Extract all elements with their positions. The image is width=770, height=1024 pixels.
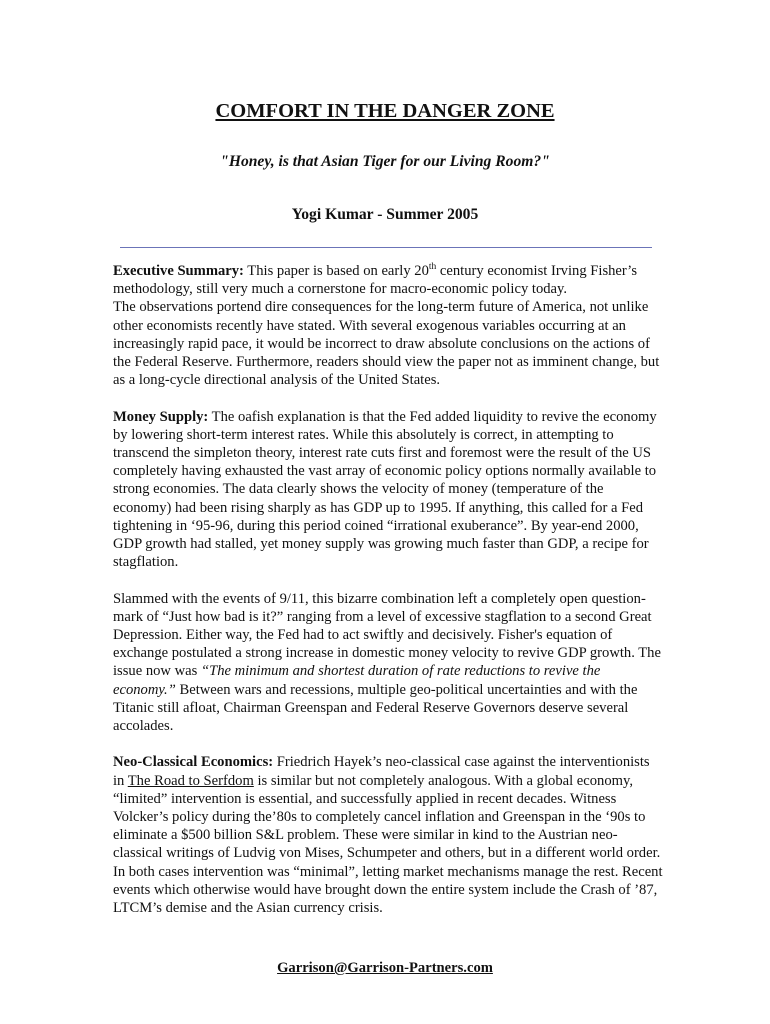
document-subtitle: "Honey, is that Asian Tiger for our Living Room?" <box>220 153 550 170</box>
money-supply-text: The oafish explanation is that the Fed added liquidity to revive the economy by lowering short-term interest rates. While this absolutely is correct, in attempting to transcend the simpleton theory, interest rate cuts first and foremost were the result of the US completely having exhausted the vast array of economic policy options normally available to strong economies. The data clearly shows the velocity of money (temperature of the economy) had been rising sharply as has GDP up to 1995. If anything, this called for a Fed tightening in ‘95-96, during this period coined “irrational exuberance”. By year-end 2000, GDP growth had stalled, yet money supply was growing much faster than GDP, a recipe for stagflation. <box>113 408 657 571</box>
money-supply-paragraph <box>113 408 663 572</box>
neo-classical-text-2: is similar but not completely analogous. With a global economy, “limited” intervention is essential, and successfully applied in recent decades. Witness Volcker’s policy during the’80s to completely cancel inflation and Greenspan in the ‘90s to eliminate a $500 billion S&L problem. These were similar in kind to the Austrian neo-classical writings of Ludvig von Mises, Schumpeter and others, but in a different world order. In both cases intervention was “minimal”, letting market mechanisms manage the rest. Recent events which otherwise would have brought down the entire system include the Crash of ’87, LTCM’s demise and the Asian currency crisis. <box>113 772 663 917</box>
executive-summary-text-1: This paper is based on early 20 <box>243 263 429 279</box>
executive-summary-text-2: century economist Irving Fisher’s methodology, still very much a cornerstone for macro-economic policy today. <box>113 263 638 298</box>
slammed-quote: “The minimum and shortest duration of rate reductions to revive the economy.” <box>113 663 601 698</box>
document-body <box>113 262 663 935</box>
neo-classical-paragraph <box>113 753 663 917</box>
horizontal-divider <box>120 247 652 248</box>
author-byline: Yogi Kumar - Summer 2005 <box>291 206 479 223</box>
executive-summary-text-3: The observations portend dire consequences for the long-term future of America, not unlike other economists recently have stated. With several exogenous variables occurring at an increasingly rapid pace, it would be incorrect to draw absolute conclusions on the actions of the Federal Reserve. Furthermore, readers should view the paper not as imminent change, but as a long-cycle directional analysis of the United States. <box>113 299 660 389</box>
slammed-text-1: Slammed with the events of 9/11, this bizarre combination left a completely open question- mark of “Just how bad is it?” ranging from a level of excessive stagflation to a second Great Depression. Either way, the Fed had to act swiftly and decisively. Fisher's equation of exchange postulated a strong increase in domestic money velocity to revive GDP growth. The issue now was <box>113 590 661 680</box>
superscript-th: th <box>428 262 437 272</box>
slammed-text-2: Between wars and recessions, multiple geo-political uncertainties and with the Titanic still afloat, Chairman Greenspan and Federal Reserve Governors deserve several accolades. <box>113 681 638 735</box>
document-title: COMFORT IN THE DANGER ZONE <box>215 100 555 122</box>
neo-classical-text-1: Friedrich Hayek’s neo-classical case against the interventionists in <box>113 754 650 789</box>
footer-email-link[interactable]: Garrison@Garrison-Partners.com <box>277 960 493 976</box>
slammed-paragraph <box>113 590 663 736</box>
executive-summary-heading: Executive Summary: <box>113 263 244 279</box>
money-supply-heading: Money Supply: <box>113 408 209 425</box>
executive-summary-paragraph <box>113 262 663 389</box>
book-title-link: The Road to Serfdom <box>127 772 254 789</box>
neo-classical-heading: Neo-Classical Economics: <box>113 754 274 771</box>
